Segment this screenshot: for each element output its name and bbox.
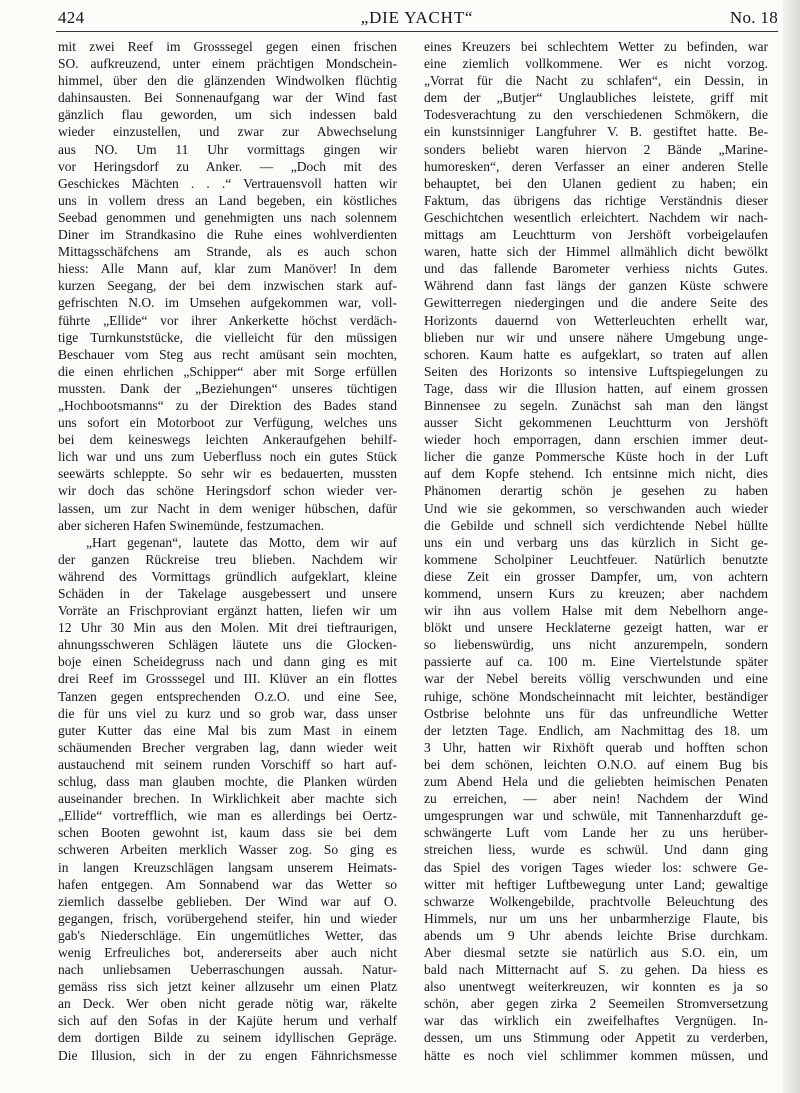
text-line: Schäden in der Takelage ausgebessert und unsere bbox=[58, 586, 397, 601]
text-line: auseinander brechen. In Wirklichkeit aber machte sich bbox=[58, 791, 397, 807]
text-line: uns sofort ein Motorboot zur Verfügung, welches uns bbox=[58, 415, 397, 431]
text-line: schön, aber gegen zirka 2 Seemeilen Stromversetzung bbox=[424, 996, 768, 1012]
text-line: Geschichtchen wesentlich erleichtert. Nachdem wir nach- bbox=[424, 209, 768, 225]
text-line: aber sicheren Hafen Swinemünde, festzumachen. bbox=[58, 517, 325, 533]
text-line: der letzten Tage. Endlich, am Nachmittag des 18. um bbox=[424, 722, 768, 738]
text-line: schen Booten gewohnt ist, kaum dass sie bei dem bbox=[58, 825, 397, 841]
text-line: war das wirklich ein zweifelhaftes Vergnügen. In- bbox=[424, 1013, 768, 1029]
text-line: Himmels, nur um uns her unbarmherzige Flaute, bis bbox=[424, 910, 768, 926]
text-line: schwängerte Luft vom Lande her zu uns herüber- bbox=[424, 825, 768, 841]
text-line: himmel, über den die glänzenden Windwolken flüchtig bbox=[58, 73, 397, 89]
text-line: bald nach Mitternacht auf S. zu gehen. Da hiess es bbox=[424, 962, 768, 978]
text-line: das Spiel des vorigen Tages wieder los: schwere Ge- bbox=[424, 859, 768, 875]
text-line: wir ihn aus vollem Halse mit dem Nebelhorn ange- bbox=[424, 603, 768, 619]
text-line: ziemlich dasselbe geblieben. Der Wind war auf O. bbox=[58, 893, 397, 909]
text-line: wenig Erfreuliches bot, andererseits aber auch nicht bbox=[58, 944, 397, 960]
text-line: kommene Scholpiner Leuchtfeuer. Natürlich benutzte bbox=[424, 551, 768, 567]
text-line: aus NO. Um 11 Uhr vormittags gingen wir bbox=[58, 141, 397, 157]
text-line: „Hart gegenan“, lautete das Motto, dem wir auf bbox=[86, 534, 397, 550]
text-line: Tanzen gegen entsprechenden O.z.O. und eine See, bbox=[58, 688, 397, 704]
text-line: gänzlich flau geworden, um sich indessen bald bbox=[58, 107, 397, 123]
text-line: abends um 9 Uhr abends leichte Brise durchkam. bbox=[424, 927, 768, 943]
text-line: auf dem Kopfe stehend. Ich entsinne mich nicht, dies bbox=[424, 466, 768, 482]
text-line: Die Illusion, sich in der zu engen Fähnrichsmesse bbox=[58, 1047, 397, 1063]
text-line: waren, hatte sich der Himmel allmählich dicht bewölkt bbox=[424, 244, 768, 260]
text-line: schoren. Kaum hatte es aufgeklart, so traten auf allen bbox=[424, 346, 768, 362]
text-line: wir doch das schöne Heringsdorf schon wieder ver- bbox=[58, 483, 397, 499]
text-line: und das fallende Barometer verhiess nichts Gutes. bbox=[424, 261, 768, 277]
text-line: Mittagsschäfchens am Strande, als es auch schon bbox=[58, 244, 397, 260]
right-column bbox=[424, 38, 768, 1064]
text-line: an Deck. Wer oben nicht gerade nötig war, räkelte bbox=[58, 996, 397, 1012]
text-line: dem der „Butjer“ Unglaubliches leistete, griff mit bbox=[424, 90, 768, 106]
text-line: lassen, um zur Nacht in dem weniger hübschen, dafür bbox=[58, 500, 397, 516]
text-line: witter mit heftiger Luftbewegung unter Land; gewaltige bbox=[424, 876, 768, 892]
text-line: während des Vormittags gründlich aufgeklart, kleine bbox=[58, 568, 397, 584]
text-line: tige Turnkunststücke, die vielleicht für den müssigen bbox=[58, 329, 397, 345]
text-line: umgesprungen war und schwüle, mit Tannenharzduft ge- bbox=[424, 808, 768, 824]
text-line: blökt und unsere Hecklaterne gezeigt hatten, war er bbox=[424, 620, 768, 636]
text-line: 3 Uhr, hatten wir Rixhöft querab und hofften schon bbox=[424, 739, 768, 755]
text-line: uns in vollem dress an Land begeben, ein köstliches bbox=[58, 192, 397, 208]
text-line: „Ellide“ vortrefflich, wie man es allerdings bei Oertz- bbox=[58, 808, 397, 824]
text-line: der ganzen Rückreise treu blieben. Nachdem wir bbox=[58, 551, 397, 567]
issue-number: No. 18 bbox=[729, 8, 778, 27]
text-line: wieder hoch emporragen, dann erschien immer deut- bbox=[424, 432, 768, 448]
text-line: ein kunstsinniger Langfuhrer V. B. gestiftet hatte. Be- bbox=[424, 124, 768, 140]
text-line: Aber diesmal setzte sie natürlich aus S.O. ein, um bbox=[424, 944, 768, 960]
text-line: Seebad genommen und genehmigten uns nach solennem bbox=[58, 209, 397, 225]
text-line: zum Abend Hela und die geliebten heimischen Penaten bbox=[424, 774, 768, 790]
text-line: Todesverachtung zu den verschiedenen Schmökern, die bbox=[424, 107, 768, 123]
text-line: eines Kreuzers bei schlechtem Wetter zu befinden, war bbox=[424, 39, 768, 54]
text-line: Geschickes Mächten . . .“ Vertrauensvoll hatten wir bbox=[58, 175, 397, 191]
text-line: vor Heringsdorf zu Anker. — „Doch mit des bbox=[58, 158, 397, 174]
text-line: schweren Arbeiten merklich Wasser zog. So ging es bbox=[58, 842, 397, 858]
text-line: nach unliebsamen Ueberraschungen aussah. Natur- bbox=[58, 962, 397, 978]
text-line: „Hochbootsmanns“ zu der Direktion des Bades stand bbox=[58, 397, 397, 413]
text-line: Faktum, das übrigens das richtige Verständnis dieser bbox=[424, 192, 768, 208]
text-line: licher die ganze Pommersche Küste hoch in der Luft bbox=[424, 449, 768, 465]
text-line: 12 Uhr 30 Min aus den Molen. Mit drei tieftraurigen, bbox=[58, 620, 397, 636]
text-line: Ostbrise belohnte uns für das unfreundliche Wetter bbox=[424, 705, 768, 721]
text-line: dessen, um uns Stimmung oder Appetit zu verderben, bbox=[424, 1030, 768, 1046]
text-line: bei dem schönen, leichten O.N.O. auf einem Bug bis bbox=[424, 756, 768, 772]
text-line: Diner im Strandkasino die Ruhe eines wohlverdienten bbox=[58, 227, 397, 243]
text-line: Seiten des Horizonts so intensive Luftspiegelungen zu bbox=[424, 363, 768, 379]
text-line: Phänomen derartig schön je gesehen zu haben bbox=[424, 483, 768, 499]
text-line: gefrischten N.O. im Umsehen aufgekommen war, voll- bbox=[58, 295, 397, 311]
header-rule bbox=[56, 31, 778, 32]
text-line: Gewitterregen niedergingen und die andere Seite des bbox=[424, 295, 768, 311]
text-line: in langen Kreuzschlägen langsam unserem Heimats- bbox=[58, 859, 397, 875]
text-line: drei Reef im Grosssegel und III. Klüver an ein flottes bbox=[58, 671, 397, 687]
text-line: ruhige, schöne Mondscheinnacht mit leichter, beständiger bbox=[424, 688, 768, 704]
text-line: gemäss riss sich jetzt keiner allzusehr um einen Platz bbox=[58, 979, 397, 995]
page-spine-shadow bbox=[783, 0, 800, 1093]
text-line: streichen liess, wurde es schwül. Und dann ging bbox=[424, 842, 768, 858]
text-line: „Vorrat für die Nacht zu schlafen“, ein Dessin, in bbox=[424, 73, 768, 89]
text-line: zu erreichen, — aber nein! Nachdem der Wind bbox=[424, 791, 768, 807]
text-line: kurzen Seegang, der bei dem inzwischen stark auf- bbox=[58, 278, 397, 294]
text-line: sich auf den Sofas in der Kajüte herum und verhalf bbox=[58, 1013, 397, 1029]
text-line: behauptet, bei den Ulanen gedient zu haben; ein bbox=[424, 175, 768, 191]
text-line: Während dann fast längs der ganzen Küste schwere bbox=[424, 278, 768, 294]
text-line: seewärts schleppte. So sehr wir es bedauerten, mussten bbox=[58, 466, 397, 482]
text-line: kommend, unsern Kurs zu kreuzen; aber nachdem bbox=[424, 586, 768, 601]
text-line: bei dem keineswegs leichten Ankeraufgehen behilf- bbox=[58, 432, 397, 448]
text-line: eine ziemlich vollkommene. Wer es nicht vorzog. bbox=[424, 56, 768, 72]
text-line: dahinsausten. Bei Sonnenaufgang war der Wind fast bbox=[58, 90, 397, 106]
text-line: schwarze Wolkengebilde, prachtvolle Beleuchtung des bbox=[424, 893, 768, 909]
page-number: 424 bbox=[58, 8, 85, 27]
text-line: gegangen, frisch, vorübergehend steifer, hin und wieder bbox=[58, 910, 397, 926]
text-line: SO. aufkreuzend, unter einem prächtigen Mondschein- bbox=[58, 56, 397, 72]
text-line: die für uns viel zu kurz und so grob war, dass unser bbox=[58, 705, 397, 721]
text-line: die einen ehrlichen „Schipper“ aber mit Sorge erfüllen bbox=[58, 363, 397, 379]
text-line: dem dortigen Bilde zu seinem idyllischen Gepräge. bbox=[58, 1030, 397, 1046]
text-line: Und wie sie gekommen, so verschwanden auch wieder bbox=[424, 500, 768, 516]
text-line: guter Kutter das eine Mal bis zum Mast in einem bbox=[58, 722, 397, 738]
text-line: wieder einzustellen, und zwar zur Abwechselung bbox=[58, 124, 397, 140]
text-line: gab's Niederschläge. Ein ungemütliches Wetter, das bbox=[58, 927, 397, 943]
journal-title: „DIE YACHT“ bbox=[360, 8, 474, 27]
page-header bbox=[56, 4, 778, 30]
text-line: mit zwei Reef im Grosssegel gegen einen frischen bbox=[58, 39, 397, 54]
text-line: so liebenswürdig, uns nicht anzurempeln, sondern bbox=[424, 637, 768, 653]
text-line: hätte es noch viel schlimmer kommen müssen, und bbox=[424, 1047, 768, 1063]
text-line: Beschauer vom Steg aus recht amüsant sein mochten, bbox=[58, 346, 397, 362]
text-line: diese Zeit ein grosser Dampfer, um, von achtern bbox=[424, 568, 768, 584]
text-line: humoresken“, deren Verfasser an einer anderen Stelle bbox=[424, 158, 768, 174]
text-line: schlug, dass man glauben mochte, die Planken würden bbox=[58, 774, 397, 790]
text-line: mussten. Dank der „Beziehungen“ unseres tüchtigen bbox=[58, 380, 397, 396]
text-line: mittags am Leuchtturm von Jershöft vorbeigelaufen bbox=[424, 227, 768, 243]
text-line: war der Nebel bereits völlig verschwunden und eine bbox=[424, 671, 768, 687]
text-line: die Gebilde und schnell sich verdichtende Nebel hüllte bbox=[424, 517, 768, 533]
text-line: ausser Sicht gekommenen Leuchtturm von Jershöft bbox=[424, 415, 768, 431]
text-line: blieben nur wir und unsere nähere Umgebung unge- bbox=[424, 329, 768, 345]
text-line: Binnensee zu segeln. Zunächst sah man den längst bbox=[424, 397, 768, 413]
text-line: uns ein und verbarg uns das kürzlich in Sicht ge- bbox=[424, 534, 768, 550]
text-line: also unentwegt weiterkreuzen, wir konnten es ja so bbox=[424, 979, 768, 995]
text-line: hafen entgegen. Am Sonnabend war das Wetter so bbox=[58, 876, 397, 892]
text-line: lich war und uns zum Ueberfluss noch ein gutes Stück bbox=[58, 449, 397, 465]
text-line: schäumenden Brecher vergraben lag, dann wieder weit bbox=[58, 739, 397, 755]
text-line: führte „Ellide“ vor ihrer Ankerkette höchst verdäch- bbox=[58, 312, 397, 328]
text-line: hiess: Alle Mann auf, klar zum Manöver! In dem bbox=[58, 261, 397, 277]
text-line: Vorräte an Frischproviant ergänzt hatten, liefen wir um bbox=[58, 603, 397, 619]
text-line: ahnungsschweren Schlägen läutete uns die Glocken- bbox=[58, 637, 397, 653]
left-column bbox=[58, 38, 397, 1064]
text-line: Tage, dass wir die Illusion hatten, auf einem grossen bbox=[424, 380, 768, 396]
text-line: austauchend mit seinem runden Vorschiff so hart auf- bbox=[58, 756, 397, 772]
text-line: boje einen Scheidegruss nach und dann ging es mit bbox=[58, 654, 397, 670]
text-line: sonders beliebt waren hiervon 2 Bände „Marine- bbox=[424, 141, 768, 157]
text-line: passierte auf ca. 100 m. Eine Viertelstunde später bbox=[424, 654, 768, 670]
text-line: Horizonts dauernd von Wetterleuchten erhellt war, bbox=[424, 312, 768, 328]
